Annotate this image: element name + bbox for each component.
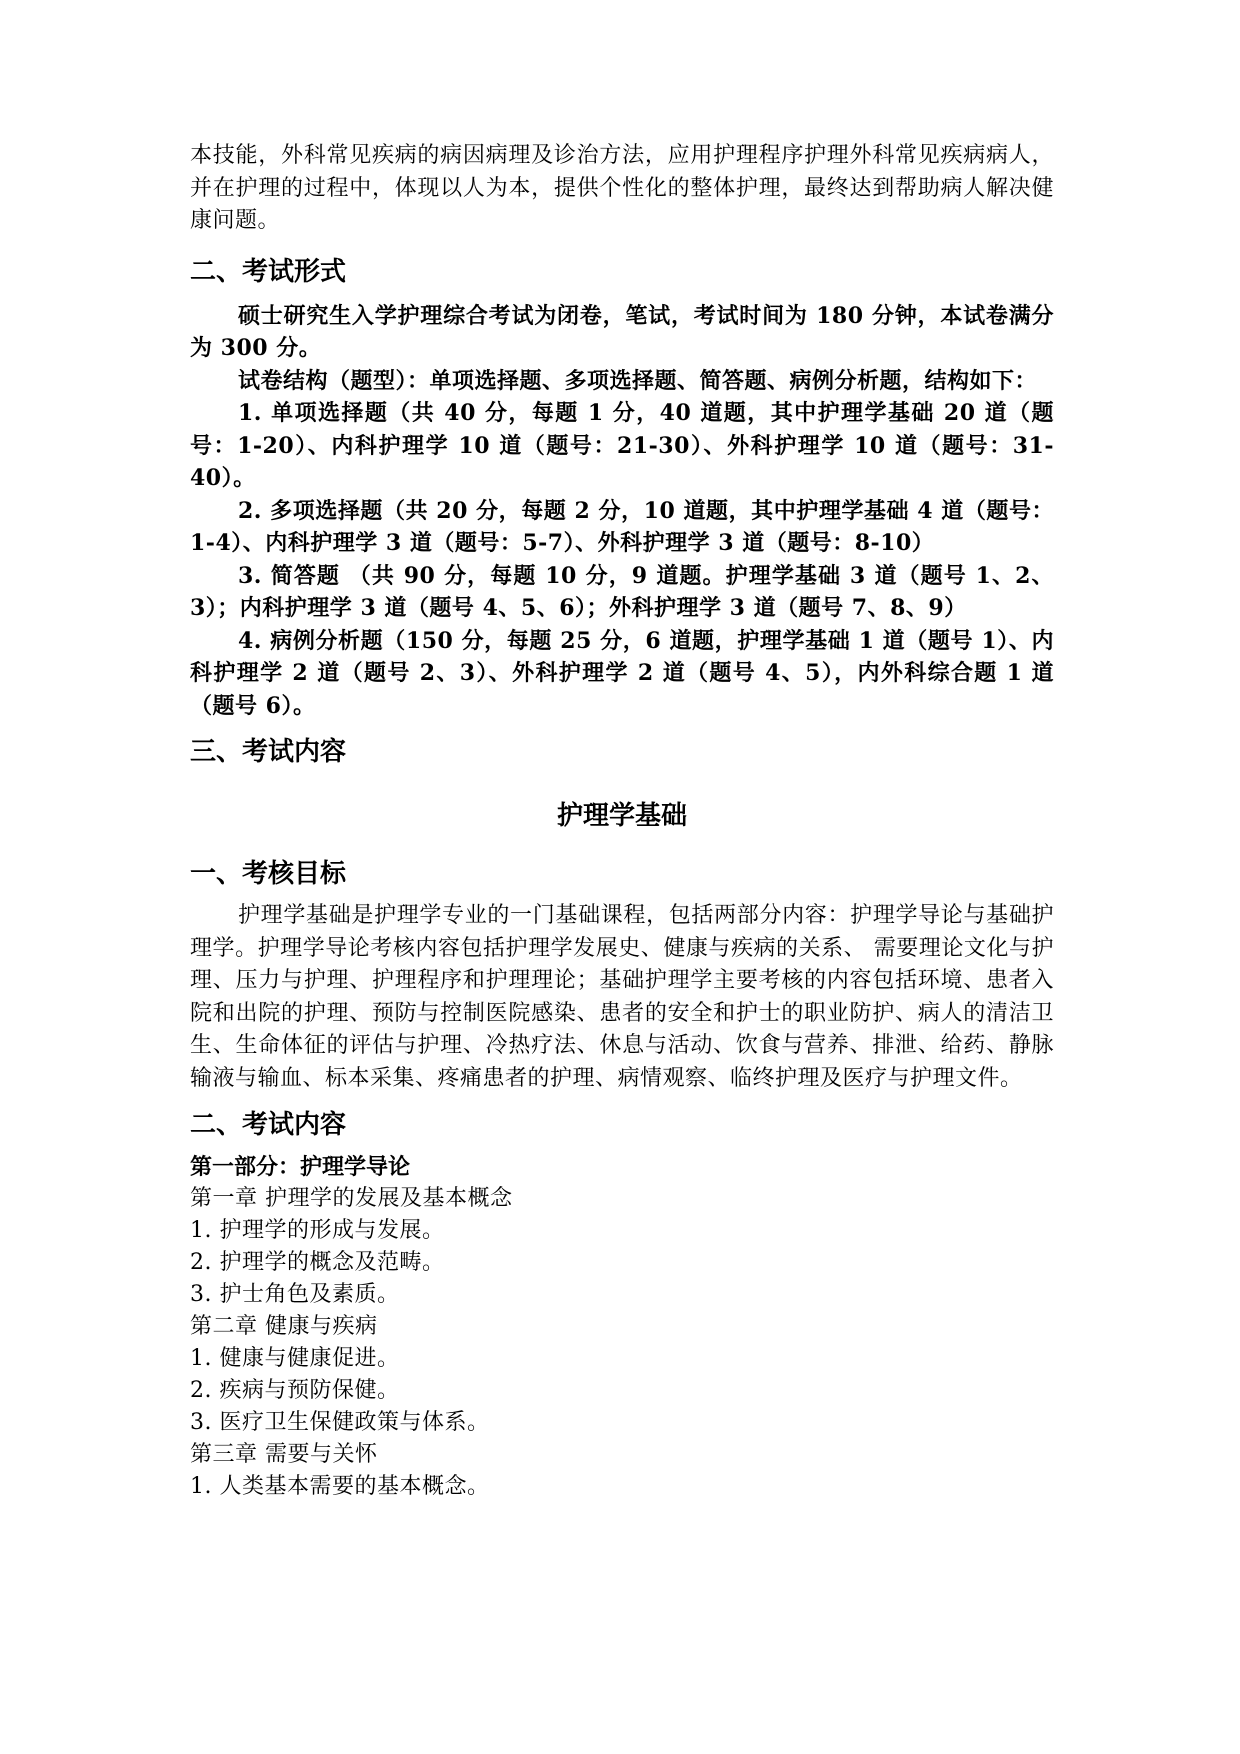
chapter-item: 2. 疾病与预防保健。 <box>190 1378 400 1403</box>
document-page <box>190 140 1054 1503</box>
chapter-title: 第一章 护理学的发展及基本概念 <box>190 1186 513 1211</box>
chapter-item: 1. 护理学的形成与发展。 <box>190 1218 445 1243</box>
exam-content-heading: 三、考试内容 <box>190 737 347 767</box>
subject-title: 护理学基础 <box>556 801 687 831</box>
exam-structure-item: 1. 单项选择题（共 40 分，每题 1 分，40 道题，其中护理学基础 20 道（题号：1-20）、内科护理学 10 道（题号：21-30）、外科护理学 10 道（题号：31-40）。 <box>190 400 1054 491</box>
goal-heading: 一、考核目标 <box>190 859 347 889</box>
exam-format-paragraph-1: 硕士研究生入学护理综合考试为闭卷，笔试，考试时间为 180 分钟，本试卷满分为 300 分。 <box>190 302 1054 361</box>
chapter-item: 1. 人类基本需要的基本概念。 <box>190 1474 490 1499</box>
chapter-item: 1. 健康与健康促进。 <box>190 1346 400 1371</box>
chapter-item: 3. 医疗卫生保健政策与体系。 <box>190 1410 490 1435</box>
chapter-title: 第二章 健康与疾病 <box>190 1314 378 1339</box>
part-title: 第一部分：护理学导论 <box>190 1154 411 1180</box>
chapter-title: 第三章 需要与关怀 <box>190 1442 378 1467</box>
exam-structure-item: 4. 病例分析题（150 分，每题 25 分，6 道题，护理学基础 1 道（题号 1）、内科护理学 2 道（题号 2、3）、外科护理学 2 道（题号 4、5），内外科综合题 1 道（题号 6）。 <box>190 627 1054 719</box>
intro-paragraph: 本技能，外科常见疾病的病因病理及诊治方法，应用护理程序护理外科常见疾病病人，并在护理的过程中，体现以人为本，提供个性化的整体护理，最终达到帮助病人解决健康问题。 <box>190 143 1054 233</box>
goal-paragraph: 护理学基础是护理学专业的一门基础课程，包括两部分内容：护理学导论与基础护理学。护理学导论考核内容包括护理学发展史、健康与疾病的关系、 需要理论文化与护理、压力与护理、护理程序和护理理论；基础护理学主要考核的内容包括环境、患者入院和出院的护理、预防与控制医院感染、患者的安全和护士的职业防护、病人的清洁卫生、生命体征的评估与护理、冷热疗法、休息与活动、饮食与营养、排泄、给药、静脉输液与输血、标本采集、疼痛患者的护理、病情观察、临终护理及医疗与护理文件。 <box>190 903 1054 1091</box>
chapter-item: 3. 护士角色及素质。 <box>190 1282 400 1307</box>
subject-content-heading: 二、考试内容 <box>190 1110 347 1140</box>
exam-structure-item: 2. 多项选择题（共 20 分，每题 2 分，10 道题，其中护理学基础 4 道（题号：1-4）、内科护理学 3 道（题号：5-7）、外科护理学 3 道（题号：8-10） <box>190 497 1054 556</box>
chapter-item: 2. 护理学的概念及范畴。 <box>190 1250 445 1275</box>
exam-format-heading: 二、考试形式 <box>190 256 347 287</box>
exam-structure-item: 3. 简答题 （共 90 分，每题 10 分，9 道题。护理学基础 3 道（题号 1、2、3）；内科护理学 3 道（题号 4、5、6）；外科护理学 3 道（题号 7、8、9） <box>190 562 1054 621</box>
exam-format-paragraph-2: 试卷结构（题型）：单项选择题、多项选择题、简答题、病例分析题，结构如下： <box>238 367 1038 394</box>
